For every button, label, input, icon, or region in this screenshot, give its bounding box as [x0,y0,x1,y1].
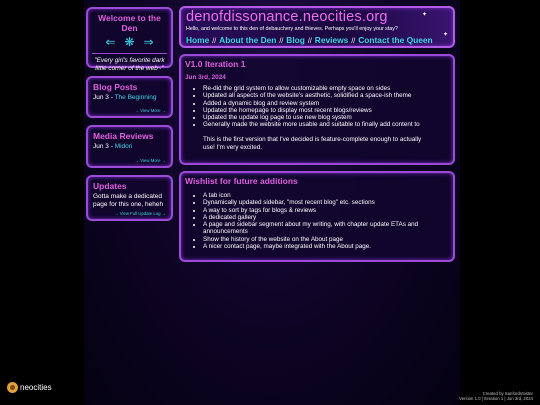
list-item: • Generally made the website more usable and suitable to finally add content to [203,121,453,128]
neocities-logo-text: neocities [20,383,52,392]
neocities-logo[interactable] [7,382,52,393]
review-entry [93,143,166,151]
update-list [181,85,453,129]
update-post [179,54,455,165]
list-item: • Show the history of the website on the About page [203,236,453,243]
blog-panel-title: Blog Posts [93,82,138,92]
list-item: • Re-did the grid system to allow customizable empty space on sides [203,85,453,92]
list-item: • Dynamically updated sidebar, "most recent blog" etc. sections [203,199,453,206]
credits-author: Created by SanfordsSister [482,391,533,396]
list-item: • A nicer contact page, maybe integrated with the About page. [203,243,453,250]
update-note: This is the first version that I've decided is feature-complete enough to actually use! I'm very excited. [203,135,422,151]
arrow-left-icon[interactable]: ⇐ [105,35,116,49]
reviews-panel [86,125,173,168]
update-post-date: Jun 3rd, 2024 [185,74,226,81]
nav-separator: // [307,38,312,45]
reviews-panel-title: Media Reviews [93,131,154,141]
list-item: • A page and sidebar segment about my writing, with chapter update ETAs and announcements [203,221,453,236]
star-icon: ✦ [443,32,449,38]
sparkle-icon: ❋ [124,35,135,49]
list-item: • Updated the update log page to use new blog system [203,114,453,121]
arrow-right-icon[interactable]: ⇒ [143,35,154,49]
nav-separator: // [279,38,284,45]
wishlist-title: Wishlist for future additions [185,176,298,186]
nav-about[interactable]: About the Den [219,35,277,45]
review-entry-link[interactable]: Midori [114,143,133,150]
blog-view-more-link[interactable]: → View More → [134,108,166,113]
blog-entry-date: Jun 3 - [93,94,115,101]
welcome-motto: "Every girl's favorite dark little corner of the web~" [92,53,167,73]
update-post-title: V1.0 Iteration 1 [185,59,246,69]
nav-separator: // [351,38,356,45]
star-icon: ✦ [422,12,428,18]
main-nav [186,35,433,45]
updates-panel-title: Updates [93,181,127,191]
list-item: • Updated the homepage to display most recent blogs/reviews [203,107,453,114]
nav-blog[interactable]: Blog [286,35,305,45]
welcome-panel [86,7,173,72]
welcome-icons [88,36,171,48]
list-item: • A way to sort by tags for blogs & reviews [203,207,453,214]
blog-panel [86,76,173,118]
list-item: • A tab icon [203,192,453,199]
wishlist-panel [179,171,455,262]
credits-version: Version 1.0 | Iteration 1 | Jun 3rd, 2024 [459,396,533,402]
welcome-title: Welcome to the Den [98,13,161,33]
list-item: • A dedicated gallery [203,214,453,221]
blog-entry-link[interactable]: The Beginning [114,94,157,101]
nav-contact[interactable]: Contact the Queen [358,35,433,45]
neocities-cat-icon [7,382,18,393]
site-header [179,6,455,48]
nav-home[interactable]: Home [186,35,210,45]
site-tagline: Hello, and welcome to this den of debauchery and thieves. Perhaps you'll enjoy your stay? [186,26,398,32]
updates-text: Gotta make a dedicated page for this one, heheh [93,193,164,209]
review-entry-date: Jun 3 - [93,143,115,150]
reviews-view-more-link[interactable]: → View More → [134,158,166,163]
site-title[interactable]: denofdissonance.neocities.org [186,9,388,25]
updates-panel [86,175,173,221]
nav-reviews[interactable]: Reviews [314,35,349,45]
site-credits [459,391,533,402]
blog-entry [93,94,166,102]
updates-log-link[interactable]: → View Full Update Log → [114,211,166,216]
list-item: • Added a dynamic blog and review system [203,100,453,107]
list-item: • Updated all aspects of the website's aesthetic, solidified a space-ish theme [203,92,453,99]
nav-separator: // [212,38,217,45]
wishlist-list [181,192,453,250]
